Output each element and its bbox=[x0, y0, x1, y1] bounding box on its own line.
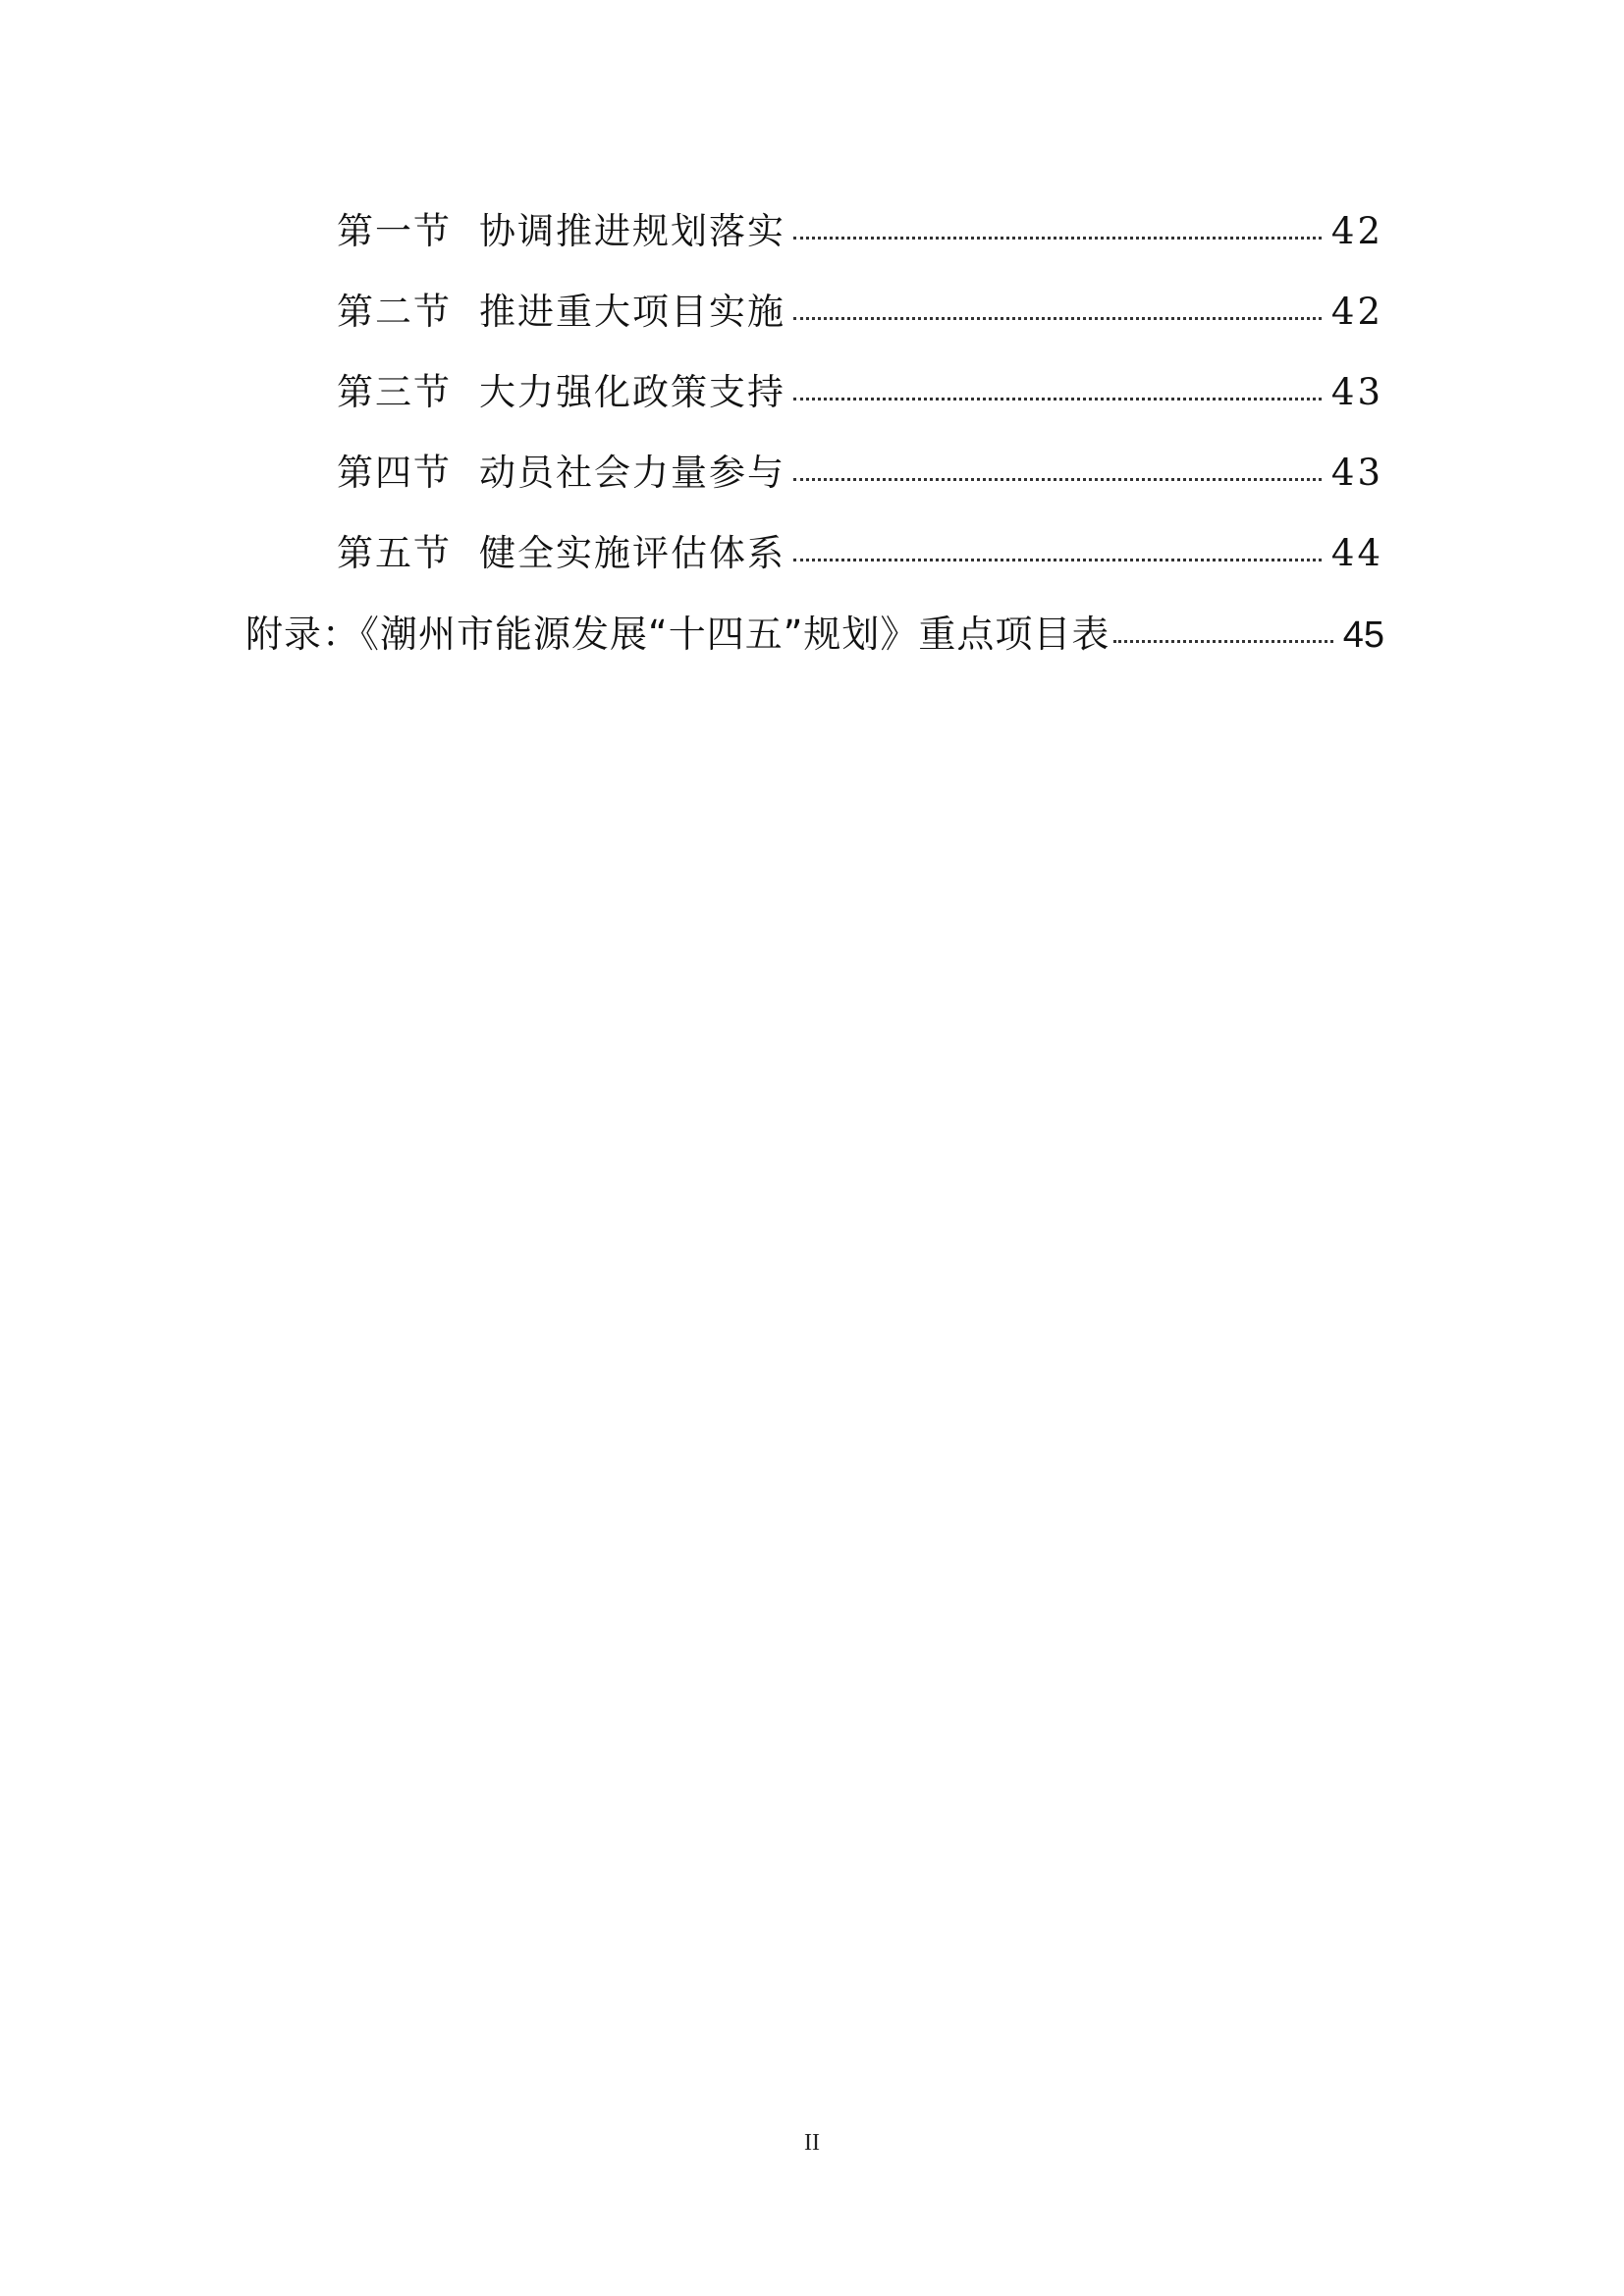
dot-leader bbox=[793, 236, 1322, 240]
dot-leader bbox=[793, 397, 1322, 400]
dot-leader bbox=[793, 477, 1322, 481]
toc-entry-appendix[interactable] bbox=[245, 604, 1384, 658]
dot-leader bbox=[793, 558, 1322, 561]
section-title: 动员社会力量参与 bbox=[479, 452, 785, 494]
toc-entry-section-1[interactable] bbox=[337, 201, 1383, 254]
section-title: 大力强化政策支持 bbox=[479, 371, 785, 413]
page-number: 43 bbox=[1330, 371, 1383, 413]
section-number: 第三节 bbox=[337, 371, 452, 413]
page-number: 45 bbox=[1342, 614, 1384, 656]
table-of-contents bbox=[0, 0, 1624, 687]
section-number: 第五节 bbox=[337, 532, 452, 574]
dot-leader bbox=[1113, 639, 1332, 643]
toc-entry-section-4[interactable] bbox=[337, 443, 1383, 496]
page-number: 44 bbox=[1330, 532, 1383, 574]
page-number: 42 bbox=[1330, 291, 1383, 333]
section-title: 协调推进规划落实 bbox=[479, 210, 785, 252]
footer-page-number: II bbox=[804, 2130, 820, 2156]
section-title: 推进重大项目实施 bbox=[479, 291, 785, 333]
section-number: 第四节 bbox=[337, 452, 452, 494]
appendix-title: 附录：《潮州市能源发展“十四五”规划》重点项目表 bbox=[245, 613, 1110, 656]
section-number: 第二节 bbox=[337, 291, 452, 333]
section-title: 健全实施评估体系 bbox=[479, 532, 785, 574]
dot-leader bbox=[793, 316, 1322, 320]
toc-entry-section-2[interactable] bbox=[337, 282, 1383, 335]
toc-entry-section-5[interactable] bbox=[337, 523, 1383, 576]
toc-entry-section-3[interactable] bbox=[337, 362, 1383, 415]
page-number: 42 bbox=[1330, 210, 1383, 252]
section-number: 第一节 bbox=[337, 210, 452, 252]
page-number: 43 bbox=[1330, 452, 1383, 494]
